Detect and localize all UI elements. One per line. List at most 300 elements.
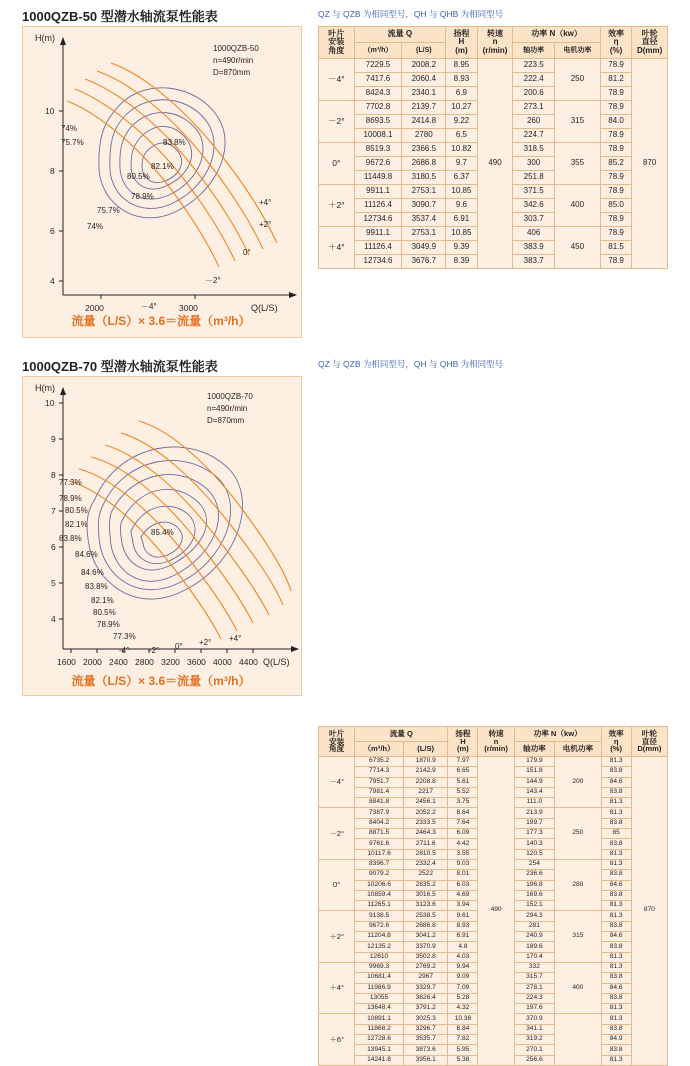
svg-text:3000: 3000	[179, 303, 198, 313]
cell-flow-m3h: 9911.1	[354, 185, 402, 199]
cell-shaft-power: 200.6	[513, 87, 555, 101]
cell-head: 6.91	[446, 213, 478, 227]
svg-text:2800: 2800	[135, 657, 154, 667]
cell-head: 5.95	[448, 1045, 478, 1055]
cell-flow-ls: 2686.8	[403, 921, 448, 931]
cell-flow-ls: 1870.9	[403, 757, 448, 767]
cell-efficiency: 78.9	[600, 171, 632, 185]
svg-text:78.9%: 78.9%	[131, 192, 154, 201]
cell-flow-ls: 3502.8	[403, 952, 448, 962]
cell-blade-angle: ＋6°	[319, 1014, 355, 1065]
svg-text:－2°: －2°	[205, 276, 221, 285]
header-speed-2: 转速 n (r/min)	[478, 727, 514, 757]
cell-flow-m3h: 9761.6	[355, 839, 404, 849]
cell-flow-m3h: 11265.1	[355, 901, 404, 911]
cell-shaft-power: 140.3	[514, 839, 554, 849]
cell-efficiency: 81.3	[601, 911, 631, 921]
cell-head: 8.01	[448, 870, 478, 880]
cell-efficiency: 84.0	[600, 115, 632, 129]
cell-shaft-power: 170.4	[514, 952, 554, 962]
cell-shaft-power: 383.7	[513, 255, 555, 269]
cell-flow-m3h: 7981.4	[355, 787, 404, 797]
svg-text:78.9%: 78.9%	[59, 494, 82, 503]
svg-text:2400: 2400	[109, 657, 128, 667]
header-impeller-2: 叶轮 直径 D(mm)	[631, 727, 667, 757]
cell-flow-ls: 2332.4	[403, 859, 448, 869]
cell-blade-angle: ＋2°	[319, 185, 355, 227]
cell-flow-ls: 3676.7	[402, 255, 446, 269]
cell-shaft-power: 196.8	[514, 880, 554, 890]
header-head: 扬程 H (m)	[446, 27, 478, 59]
cell-head: 9.61	[448, 911, 478, 921]
svg-text:78.9%: 78.9%	[97, 620, 120, 629]
cell-efficiency: 81.3	[601, 849, 631, 859]
cell-speed: 490	[478, 757, 514, 1066]
cell-flow-ls: 2464.3	[403, 829, 448, 839]
cell-efficiency: 78.9	[600, 227, 632, 241]
cell-efficiency: 83.8	[601, 1024, 631, 1034]
svg-text:+2°: +2°	[199, 638, 212, 647]
svg-text:H(m): H(m)	[35, 33, 55, 43]
cell-shaft-power: 383.9	[513, 241, 555, 255]
svg-text:85.4%: 85.4%	[151, 528, 174, 537]
cell-head: 7.09	[448, 983, 478, 993]
cell-head: 9.03	[448, 859, 478, 869]
cell-blade-angle: 0°	[319, 859, 355, 910]
svg-text:4: 4	[50, 276, 55, 286]
cell-flow-m3h: 7387.9	[355, 808, 404, 818]
svg-text:0°: 0°	[243, 248, 251, 257]
cell-efficiency: 81.3	[601, 952, 631, 962]
cell-motor-power: 315	[555, 911, 602, 962]
cell-flow-m3h: 6735.2	[355, 757, 404, 767]
cell-flow-m3h: 7951.7	[355, 777, 404, 787]
cell-blade-angle: ＋2°	[319, 911, 355, 962]
cell-flow-m3h: 8841.8	[355, 798, 404, 808]
cell-efficiency: 81.3	[601, 808, 631, 818]
cell-shaft-power: 223.5	[513, 59, 555, 73]
cell-flow-ls: 3090.7	[402, 199, 446, 213]
svg-text:-4°: -4°	[119, 646, 130, 655]
cell-motor-power: 250	[555, 808, 602, 859]
cell-impeller-diameter: 870	[631, 757, 667, 1066]
cell-shaft-power: 319.2	[514, 1035, 554, 1045]
cell-flow-ls: 2333.5	[403, 818, 448, 828]
section-qzb70	[0, 350, 690, 1063]
cell-motor-power: 250	[555, 59, 601, 101]
cell-flow-m3h: 10117.6	[355, 849, 404, 859]
cell-flow-ls: 2008.2	[402, 59, 446, 73]
cell-head: 9.7	[446, 157, 478, 171]
svg-text:－4°: －4°	[141, 302, 157, 311]
cell-efficiency: 78.9	[600, 143, 632, 157]
cell-flow-ls: 2052.2	[403, 808, 448, 818]
svg-text:D=870mm: D=870mm	[213, 68, 251, 77]
cell-head: 9.09	[448, 973, 478, 983]
cell-head: 5.38	[448, 1055, 478, 1065]
svg-text:4000: 4000	[213, 657, 232, 667]
svg-text:H(m): H(m)	[35, 383, 55, 393]
cell-flow-ls: 3016.5	[403, 890, 448, 900]
cell-head: 5.61	[448, 777, 478, 787]
cell-flow-m3h: 9138.5	[355, 911, 404, 921]
cell-efficiency: 83.8	[601, 839, 631, 849]
cell-flow-m3h: 12135.2	[355, 942, 404, 952]
cell-flow-ls: 3956.1	[403, 1055, 448, 1065]
cell-head: 6.03	[448, 880, 478, 890]
cell-efficiency: 85.2	[600, 157, 632, 171]
svg-text:n=490r/min: n=490r/min	[207, 404, 248, 413]
cell-flow-m3h: 7714.3	[355, 767, 404, 777]
cell-flow-m3h: 8424.3	[354, 87, 402, 101]
cell-blade-angle: ＋4°	[319, 227, 355, 269]
cell-efficiency: 84.6	[601, 932, 631, 942]
cell-shaft-power: 152.1	[514, 901, 554, 911]
header-motor-power-2: 电机功率	[555, 742, 602, 757]
cell-efficiency: 81.3	[601, 1014, 631, 1024]
svg-text:0°: 0°	[175, 642, 183, 651]
cell-head: 6.09	[448, 829, 478, 839]
cell-flow-m3h: 11868.2	[355, 1024, 404, 1034]
performance-chart-qzb50	[22, 26, 302, 338]
cell-flow-ls: 2769.2	[403, 962, 448, 972]
cell-shaft-power: 143.4	[514, 787, 554, 797]
cell-head: 10.38	[448, 1014, 478, 1024]
cell-shaft-power: 177.3	[514, 829, 554, 839]
header-efficiency-2: 效率 η (%)	[601, 727, 631, 757]
cell-efficiency: 83.8	[601, 870, 631, 880]
cell-efficiency: 78.9	[600, 59, 632, 73]
cell-head: 8.64	[448, 808, 478, 818]
cell-shaft-power: 406	[513, 227, 555, 241]
header-efficiency: 效率 η (%)	[600, 27, 632, 59]
cell-head: 9.22	[446, 115, 478, 129]
cell-shaft-power: 315.7	[514, 973, 554, 983]
svg-text:83.8%: 83.8%	[85, 582, 108, 591]
cell-motor-power: 400	[555, 962, 602, 1013]
header-flow-m3h: （m³/h）	[354, 43, 402, 59]
cell-flow-ls: 2780	[402, 129, 446, 143]
cell-head: 10.85	[446, 227, 478, 241]
cell-efficiency: 81.3	[601, 757, 631, 767]
cell-head: 8.93	[446, 73, 478, 87]
header-power: 功率 N（kw）	[513, 27, 600, 43]
svg-text:83.8%: 83.8%	[59, 534, 82, 543]
svg-text:+4°: +4°	[259, 198, 272, 207]
performance-table-qzb50	[318, 26, 668, 269]
svg-text:Q(L/S): Q(L/S)	[263, 657, 290, 667]
cell-head: 8.39	[446, 255, 478, 269]
cell-flow-m3h: 13055	[355, 993, 404, 1003]
cell-head: 9.6	[446, 199, 478, 213]
cell-shaft-power: 213.9	[514, 808, 554, 818]
svg-text:5: 5	[51, 578, 56, 588]
svg-text:1600: 1600	[57, 657, 76, 667]
cell-shaft-power: 120.5	[514, 849, 554, 859]
cell-head: 9.39	[446, 241, 478, 255]
cell-flow-m3h: 12728.6	[355, 1035, 404, 1045]
svg-text:84.6%: 84.6%	[81, 568, 104, 577]
cell-head: 7.97	[448, 757, 478, 767]
cell-efficiency: 81.3	[601, 798, 631, 808]
cell-head: 8.84	[448, 1024, 478, 1034]
cell-flow-m3h: 7417.6	[354, 73, 402, 87]
cell-flow-ls: 2366.5	[402, 143, 446, 157]
cell-head: 6.9	[446, 87, 478, 101]
cell-head: 10.85	[446, 185, 478, 199]
cell-head: 9.94	[448, 962, 478, 972]
header-speed: 转速 n (r/min)	[477, 27, 513, 59]
cell-flow-m3h: 8693.5	[354, 115, 402, 129]
cell-efficiency: 84.6	[601, 880, 631, 890]
svg-text:1000QZB-70: 1000QZB-70	[207, 392, 253, 401]
cell-flow-m3h: 9672.6	[354, 157, 402, 171]
cell-shaft-power: 260	[513, 115, 555, 129]
cell-efficiency: 83.8	[601, 942, 631, 952]
cell-flow-m3h: 11449.8	[354, 171, 402, 185]
flow-formula-1: 流量（L/S）× 3.6＝流量（m³/h）	[71, 314, 251, 328]
cell-efficiency: 81.5	[600, 241, 632, 255]
header-blade-angle-2: 叶片 安装 角度	[319, 727, 355, 757]
svg-text:8: 8	[51, 470, 56, 480]
header-shaft-power-2: 轴功率	[514, 742, 554, 757]
cell-shaft-power: 236.6	[514, 870, 554, 880]
cell-flow-m3h: 11126.4	[354, 241, 402, 255]
section-qzb50	[0, 0, 690, 350]
svg-text:82.1%: 82.1%	[65, 520, 88, 529]
svg-text:10: 10	[45, 398, 55, 408]
svg-text:77.3%: 77.3%	[59, 478, 82, 487]
cell-head: 6.5	[446, 129, 478, 143]
table-body-1	[319, 59, 668, 269]
svg-text:75.7%: 75.7%	[61, 138, 84, 147]
cell-flow-ls: 2142.9	[403, 767, 448, 777]
cell-flow-m3h: 8519.3	[354, 143, 402, 157]
cell-flow-ls: 2753.1	[402, 227, 446, 241]
cell-flow-ls: 3123.6	[403, 901, 448, 911]
header-flow: 流量 Q	[354, 27, 446, 43]
cell-flow-ls: 3025.3	[403, 1014, 448, 1024]
cell-head: 3.75	[448, 798, 478, 808]
cell-efficiency: 81.3	[601, 962, 631, 972]
cell-efficiency: 78.9	[600, 185, 632, 199]
cell-shaft-power: 111.0	[514, 798, 554, 808]
cell-head: 4.32	[448, 1004, 478, 1014]
svg-text:83.8%: 83.8%	[163, 138, 186, 147]
cell-shaft-power: 273.1	[513, 101, 555, 115]
model-note-1: QZ 与 QZB 为相同型号，QH 与 QHB 为相同型号	[318, 9, 504, 19]
cell-flow-ls: 3049.9	[402, 241, 446, 255]
cell-flow-m3h: 11204.8	[355, 932, 404, 942]
cell-efficiency: 78.9	[600, 213, 632, 227]
svg-text:10: 10	[45, 106, 55, 116]
cell-head: 6.37	[446, 171, 478, 185]
cell-flow-m3h: 8871.5	[355, 829, 404, 839]
cell-shaft-power: 222.4	[513, 73, 555, 87]
cell-head: 10.27	[446, 101, 478, 115]
header-flow-ls-2: (L/S)	[403, 742, 448, 757]
cell-motor-power	[555, 1014, 602, 1065]
cell-efficiency: 84.9	[601, 1035, 631, 1045]
svg-text:4400: 4400	[239, 657, 258, 667]
cell-blade-angle: 0°	[319, 143, 355, 185]
cell-shaft-power: 251.8	[513, 171, 555, 185]
header-power-2: 功率 N（kw）	[514, 727, 601, 742]
svg-text:6: 6	[50, 226, 55, 236]
cell-shaft-power: 281	[514, 921, 554, 931]
cell-head: 7.82	[448, 1035, 478, 1045]
cell-flow-ls: 2217	[403, 787, 448, 797]
cell-shaft-power: 371.5	[513, 185, 555, 199]
cell-flow-ls: 2967	[403, 973, 448, 983]
cell-impeller-diameter: 870	[632, 59, 668, 269]
page-title-2: 1000QZB-70 型潜水轴流泵性能表	[22, 359, 218, 374]
cell-flow-m3h: 13945.1	[355, 1045, 404, 1055]
svg-text:9: 9	[51, 434, 56, 444]
cell-efficiency: 85	[601, 829, 631, 839]
cell-efficiency: 81.2	[600, 73, 632, 87]
cell-shaft-power: 179.9	[514, 757, 554, 767]
svg-text:80.5%: 80.5%	[65, 506, 88, 515]
cell-shaft-power: 199.7	[514, 818, 554, 828]
cell-flow-ls: 2538.5	[403, 911, 448, 921]
cell-flow-m3h: 8404.2	[355, 818, 404, 828]
cell-flow-m3h: 11986.9	[355, 983, 404, 993]
svg-text:77.3%: 77.3%	[113, 632, 136, 641]
cell-flow-m3h: 10206.6	[355, 880, 404, 890]
cell-efficiency: 78.9	[600, 87, 632, 101]
header-flow-ls: (L/S)	[402, 43, 446, 59]
cell-shaft-power: 278.1	[514, 983, 554, 993]
cell-flow-m3h: 9969.3	[355, 962, 404, 972]
header-flow-m3h-2: （m³/h）	[355, 742, 404, 757]
cell-flow-ls: 3296.7	[403, 1024, 448, 1034]
svg-text:+2°: +2°	[259, 220, 272, 229]
cell-flow-ls: 2414.8	[402, 115, 446, 129]
svg-text:7: 7	[51, 506, 56, 516]
cell-head: 3.55	[448, 849, 478, 859]
cell-flow-m3h: 14241.8	[355, 1055, 404, 1065]
cell-shaft-power: 342.6	[513, 199, 555, 213]
header-shaft-power: 轴功率	[513, 43, 555, 59]
cell-head: 4.8	[448, 942, 478, 952]
cell-shaft-power: 144.9	[514, 777, 554, 787]
cell-head: 8.93	[448, 921, 478, 931]
cell-shaft-power: 341.1	[514, 1024, 554, 1034]
cell-shaft-power: 169.6	[514, 890, 554, 900]
svg-text:8: 8	[50, 166, 55, 176]
svg-text:1000QZB-50: 1000QZB-50	[213, 44, 259, 53]
performance-table-qzb70	[318, 726, 668, 1066]
performance-chart-qzb70	[22, 376, 302, 696]
cell-head: 4.69	[448, 890, 478, 900]
cell-shaft-power: 151.8	[514, 767, 554, 777]
cell-motor-power: 355	[555, 143, 601, 185]
cell-efficiency: 83.8	[601, 787, 631, 797]
cell-efficiency: 81.3	[601, 1055, 631, 1065]
cell-flow-ls: 2139.7	[402, 101, 446, 115]
cell-flow-ls: 2711.6	[403, 839, 448, 849]
cell-efficiency: 84.6	[601, 983, 631, 993]
cell-efficiency: 81.3	[601, 901, 631, 911]
cell-head: 5.52	[448, 787, 478, 797]
svg-text:74%: 74%	[61, 124, 78, 133]
cell-motor-power: 280	[555, 859, 602, 910]
cell-efficiency: 78.9	[600, 255, 632, 269]
cell-flow-ls: 2753.1	[402, 185, 446, 199]
table-row	[319, 59, 668, 73]
cell-efficiency: 83.8	[601, 818, 631, 828]
svg-text:75.7%: 75.7%	[97, 206, 120, 215]
cell-motor-power: 200	[555, 757, 602, 808]
svg-text:82.1%: 82.1%	[91, 596, 114, 605]
cell-flow-ls: 2340.1	[402, 87, 446, 101]
cell-blade-angle: ＋4°	[319, 962, 355, 1013]
svg-text:3200: 3200	[161, 657, 180, 667]
cell-flow-m3h: 9079.2	[355, 870, 404, 880]
cell-motor-power: 450	[555, 227, 601, 269]
cell-head: 4.03	[448, 952, 478, 962]
cell-shaft-power: 370.9	[514, 1014, 554, 1024]
svg-text:n=490r/min: n=490r/min	[213, 56, 254, 65]
cell-efficiency: 78.9	[600, 129, 632, 143]
cell-shaft-power: 300	[513, 157, 555, 171]
cell-flow-ls: 2835.2	[403, 880, 448, 890]
cell-flow-ls: 3791.2	[403, 1004, 448, 1014]
cell-shaft-power: 197.6	[514, 1004, 554, 1014]
cell-blade-angle: －2°	[319, 101, 355, 143]
cell-efficiency: 81.3	[601, 1004, 631, 1014]
svg-text:6: 6	[51, 542, 56, 552]
cell-flow-ls: 2522	[403, 870, 448, 880]
cell-motor-power: 400	[555, 185, 601, 227]
cell-flow-ls: 2208.8	[403, 777, 448, 787]
cell-flow-ls: 3535.7	[403, 1035, 448, 1045]
cell-flow-m3h: 10681.4	[355, 973, 404, 983]
svg-text:+4°: +4°	[229, 634, 242, 643]
cell-efficiency: 83.8	[601, 1045, 631, 1055]
cell-flow-ls: 3329.7	[403, 983, 448, 993]
cell-blade-angle: －4°	[319, 757, 355, 808]
header-blade-angle: 叶片 安装 角度	[319, 27, 355, 59]
svg-text:84.6%: 84.6%	[75, 550, 98, 559]
cell-flow-ls: 3041.2	[403, 932, 448, 942]
svg-text:82.1%: 82.1%	[151, 162, 174, 171]
cell-blade-angle: －4°	[319, 59, 355, 101]
cell-flow-m3h: 10859.4	[355, 890, 404, 900]
cell-head: 3.94	[448, 901, 478, 911]
cell-flow-m3h: 8396.7	[355, 859, 404, 869]
svg-text:D=870mm: D=870mm	[207, 416, 245, 425]
cell-shaft-power: 256.6	[514, 1055, 554, 1065]
cell-efficiency: 83.8	[601, 767, 631, 777]
header-flow-2: 流量 Q	[355, 727, 448, 742]
cell-flow-m3h: 9911.1	[354, 227, 402, 241]
cell-head: 8.95	[446, 59, 478, 73]
cell-flow-ls: 2810.5	[403, 849, 448, 859]
cell-shaft-power: 224.7	[513, 129, 555, 143]
cell-head: 7.64	[448, 818, 478, 828]
cell-head: 10.82	[446, 143, 478, 157]
cell-efficiency: 83.8	[601, 973, 631, 983]
header-impeller: 叶轮 直径 D(mm)	[632, 27, 668, 59]
cell-flow-ls: 3626.4	[403, 993, 448, 1003]
svg-text:2000: 2000	[85, 303, 104, 313]
cell-efficiency: 83.8	[601, 921, 631, 931]
cell-efficiency: 84.6	[601, 777, 631, 787]
svg-text:-2°: -2°	[149, 646, 160, 655]
svg-text:4: 4	[51, 614, 56, 624]
